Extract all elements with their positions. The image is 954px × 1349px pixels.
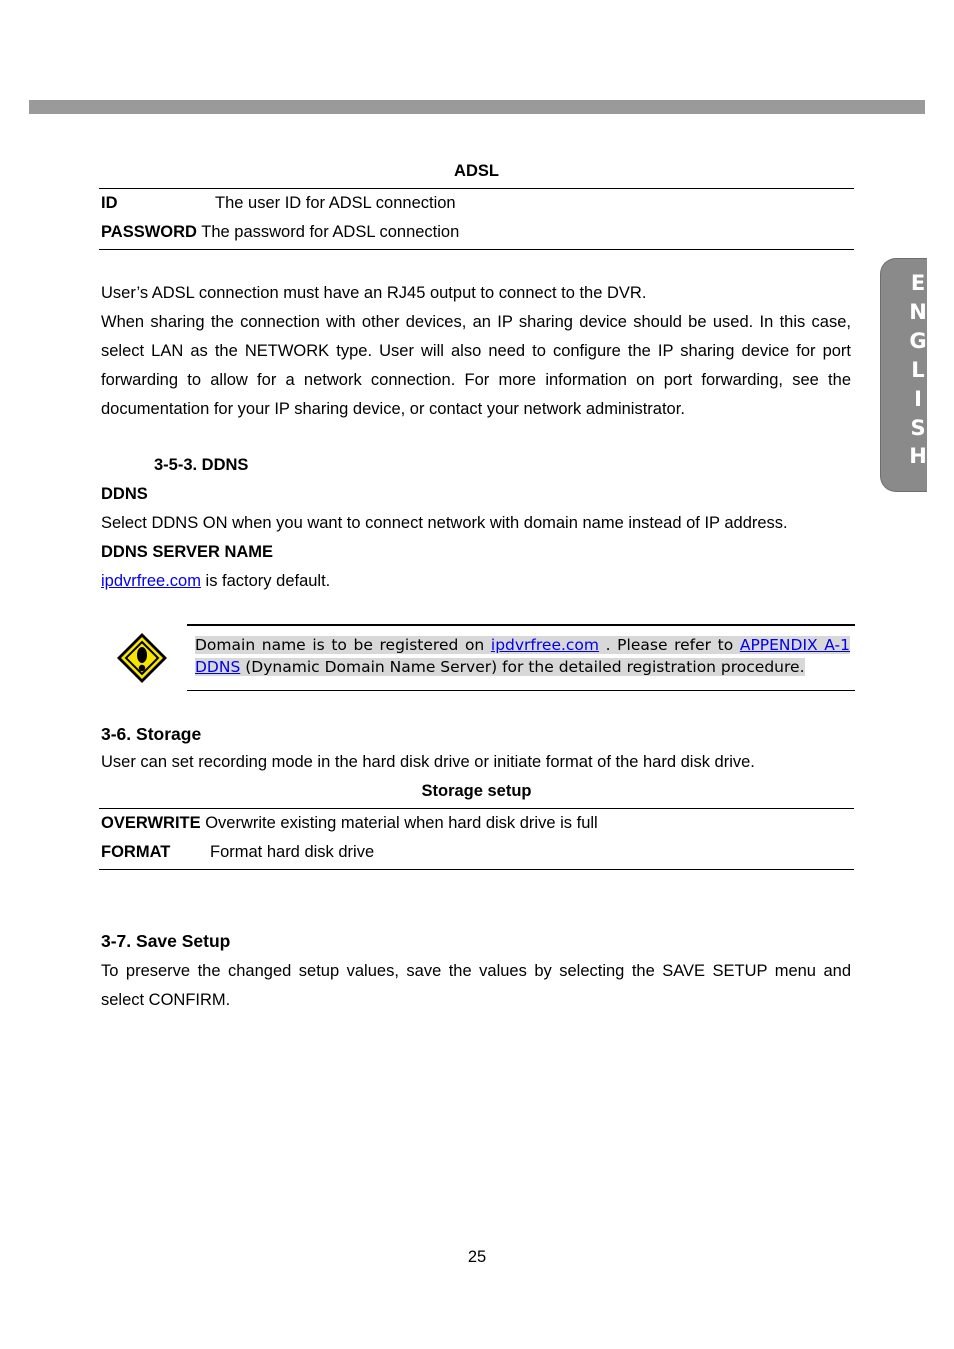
note-text-3: (Dynamic Domain Name Server) for the detailed registration procedure.	[240, 658, 805, 676]
appendix-a1-ddns-link[interactable]: APPENDIX A-1 DDNS	[195, 636, 850, 676]
storage-row-key-format: FORMAT	[101, 843, 171, 861]
table-rule	[99, 249, 854, 250]
adsl-row-value-password: The password for ADSL connection	[201, 223, 460, 241]
storage-heading: 3-6. Storage	[101, 724, 202, 744]
ddns-description: Select DDNS ON when you want to connect network with domain name instead of IP address.	[101, 514, 788, 532]
adsl-sharing-paragraph: When sharing the connection with other devices, an IP sharing device should be used. In this case, select LAN as the NETWORK type. User will also need to configure the IP sharing device for port forwarding to allow for a network connection. For more information on port forwarding, see the documentation for your IP sharing device, or contact your network administrator.	[101, 313, 851, 418]
tab-letter: E	[910, 271, 926, 295]
language-tab-english	[880, 258, 927, 492]
ddns-section-heading: 3-5-3. DDNS	[154, 456, 249, 474]
table-rule	[99, 188, 854, 189]
ipdvrfree-link[interactable]: ipdvrfree.com	[101, 572, 201, 590]
storage-row-key-overwrite: OVERWRITE	[101, 814, 201, 832]
ddns-default-text: is factory default.	[200, 572, 331, 590]
adsl-row-value-id: The user ID for ADSL connection	[215, 194, 456, 212]
storage-row-overwrite	[101, 814, 598, 833]
note-text-1: Domain name is to be registered on	[195, 636, 491, 654]
ddns-server-default	[101, 572, 330, 591]
note-ipdvrfree-link[interactable]: ipdvrfree.com	[490, 636, 600, 654]
ddns-server-name-label: DDNS SERVER NAME	[101, 543, 274, 561]
ddns-label: DDNS	[101, 485, 148, 503]
note-text	[195, 636, 850, 676]
table-rule	[99, 808, 854, 809]
adsl-row-key-id: ID	[101, 194, 118, 212]
storage-row-value-format: Format hard disk drive	[210, 843, 375, 861]
tab-letter: G	[909, 329, 927, 353]
ddns-registration-note	[195, 634, 850, 678]
tab-letter: H	[909, 444, 927, 468]
adsl-row-password	[101, 223, 459, 242]
note-top-rule	[187, 624, 855, 626]
adsl-table-title: ADSL	[454, 162, 499, 180]
save-setup-heading: 3-7. Save Setup	[101, 931, 231, 951]
header-bar	[29, 100, 925, 114]
tab-letter: N	[909, 300, 927, 324]
tab-letter: S	[910, 416, 926, 440]
tab-letter: L	[911, 358, 925, 382]
save-setup-text: To preserve the changed setup values, save the values by selecting the SAVE SETUP menu and select CONFIRM.	[101, 962, 851, 1009]
page-number: 25	[467, 1248, 487, 1266]
note-bottom-rule	[187, 690, 855, 691]
storage-table-title: Storage setup	[421, 782, 532, 800]
note-text-2: . Please refer to	[599, 636, 740, 654]
storage-intro: User can set recording mode in the hard disk drive or initiate format of the hard disk drive.	[101, 753, 755, 771]
table-rule	[99, 869, 854, 870]
storage-row-value-overwrite: Overwrite existing material when hard disk drive is full	[205, 814, 598, 832]
warning-icon	[115, 631, 169, 685]
tab-letter: I	[914, 387, 922, 411]
adsl-note-line: User’s ADSL connection must have an RJ45 output to connect to the DVR.	[101, 284, 647, 302]
adsl-row-key-password: PASSWORD	[101, 223, 197, 241]
